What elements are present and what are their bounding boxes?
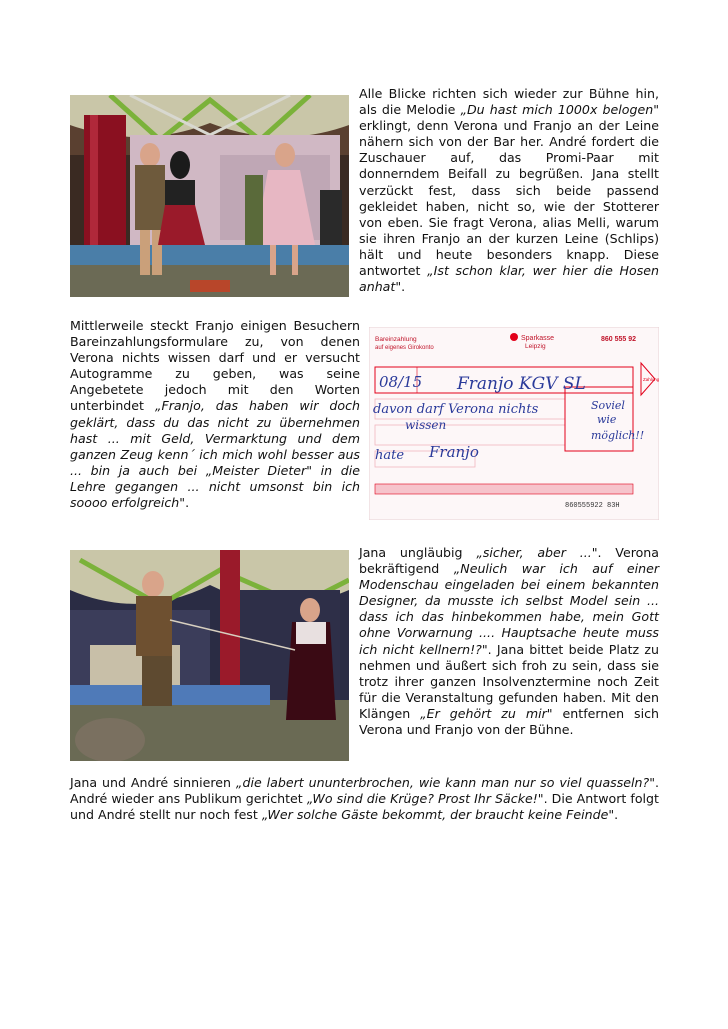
paragraph-1 [359, 86, 659, 295]
text: ". Jana bittet beide Platz zu nehmen und äußert sich froh zu sein, dass sie trotz ihrer ganzen Insolvenztermine noch Zeit für die Veranstaltung gefunden haben. Mit den Klängen [359, 641, 659, 721]
text: ". Verona bekräftigend [359, 545, 659, 577]
text: Mittlerweile steckt Franjo einigen Besuchern Bareinzahlungsformulare zu, von denen Verona nichts wissen darf und er versucht Autogramme zu geben, was seine Angebetete jedoch mit den Worten unterbindet [70, 318, 360, 414]
quote: in die Lehre gegangen ... nicht umsonst bin ich soooo erfolgreich [70, 462, 361, 511]
hw-number: 08/15 [379, 373, 423, 391]
quote: „Ist schon klar, wer hier die Hosen anhat [359, 263, 659, 295]
hw-line-2: wissen [405, 418, 447, 432]
song-quote: „Er gehört zu mir [420, 705, 547, 721]
account-number: 860 555 92 [601, 336, 637, 343]
hw-sign-1: hate [375, 448, 405, 463]
hw-box-1: Soviel [591, 399, 625, 412]
paragraph-3 [359, 545, 659, 738]
form-code: 860555922 83H [565, 502, 620, 510]
arrow-label: Zahlung [643, 377, 659, 382]
text: ". [179, 495, 190, 511]
quote: „die labert ununterbrochen, wie kann man nur so viel quasseln? [235, 775, 650, 790]
text: Jana ungläubig [359, 545, 477, 560]
stage-photo-2 [70, 550, 349, 761]
hw-box-3: möglich!! [591, 429, 645, 442]
hw-name: Franjo KGV SL [457, 374, 586, 394]
sparkasse-logo-icon [510, 333, 518, 341]
form-title: Bareinzahlung [375, 336, 417, 343]
quote: „Wer solche Gäste bekommt, der braucht keine Feinde [261, 807, 609, 823]
form-subtitle: auf eigenes Girokonto [375, 345, 434, 351]
text: ". André wieder ans Publikum gerichtet [70, 775, 659, 807]
text: ". [395, 279, 406, 295]
paragraph-4 [70, 775, 659, 823]
text: ". [608, 807, 619, 823]
stage-photo-1 [70, 95, 349, 297]
song-quote: „Du hast mich 1000x belogen [460, 102, 654, 118]
quote: „sicher, aber ... [476, 545, 592, 560]
deposit-form-image [369, 327, 659, 520]
text: " erklingt, denn Verona und Franjo an der Leine nähern sich von der Bar her. André fordert die Zuschauer auf, das Promi-Paar mit donnerndem Beifall zu begrüßen. Jana stellt verzückt fest, dass sich beide passend gekleidet haben, nicht so, wie der Stotterer von eben. Sie fragt Verona, alias Melli, warum sie ihren Franjo an der kurzen Leine (Schlips) hält und heute besonders knapp. Diese antwortet [359, 102, 659, 279]
text: " entfernen sich Verona und Franjo von der Bühne. [359, 705, 659, 738]
quote: „Wo sind die Krüge? Prost Ihr Säcke! [306, 791, 538, 807]
text: " [306, 462, 321, 478]
text: Jana und André sinnieren [70, 775, 236, 790]
bank-name: Sparkasse [521, 335, 555, 342]
text: Alle Blicke richten sich wieder zur Bühne hin, als die Melodie [359, 86, 659, 118]
bank-city: Leipzig [525, 343, 546, 350]
hw-sign-2: Franjo [429, 443, 479, 461]
paragraph-2 [70, 318, 360, 511]
hw-box-2: wie [597, 413, 617, 426]
hw-line-1: davon darf Verona nichts [373, 402, 539, 417]
quote: „Franjo, das haben wir doch geklärt, dass du das nicht zu übernehmen hast ... mit Geld, Vermarktung und dem ganzen Zeug kenn´ ich mich wohl besser aus ... bin ja auch bei „Meister Dieter [70, 398, 360, 478]
quote: „Neulich war ich auf einer Modenschau eingeladen bei einem bekannten Designer, da musste ich selbst Model sein ... dass ich das hinbekommen habe, mein Gott ohne Vorwarnung .... Hauptsache heute muss ich nicht kellnern!? [359, 561, 659, 657]
text: ". Die Antwort folgt und André stellt nur noch fest [70, 791, 659, 823]
